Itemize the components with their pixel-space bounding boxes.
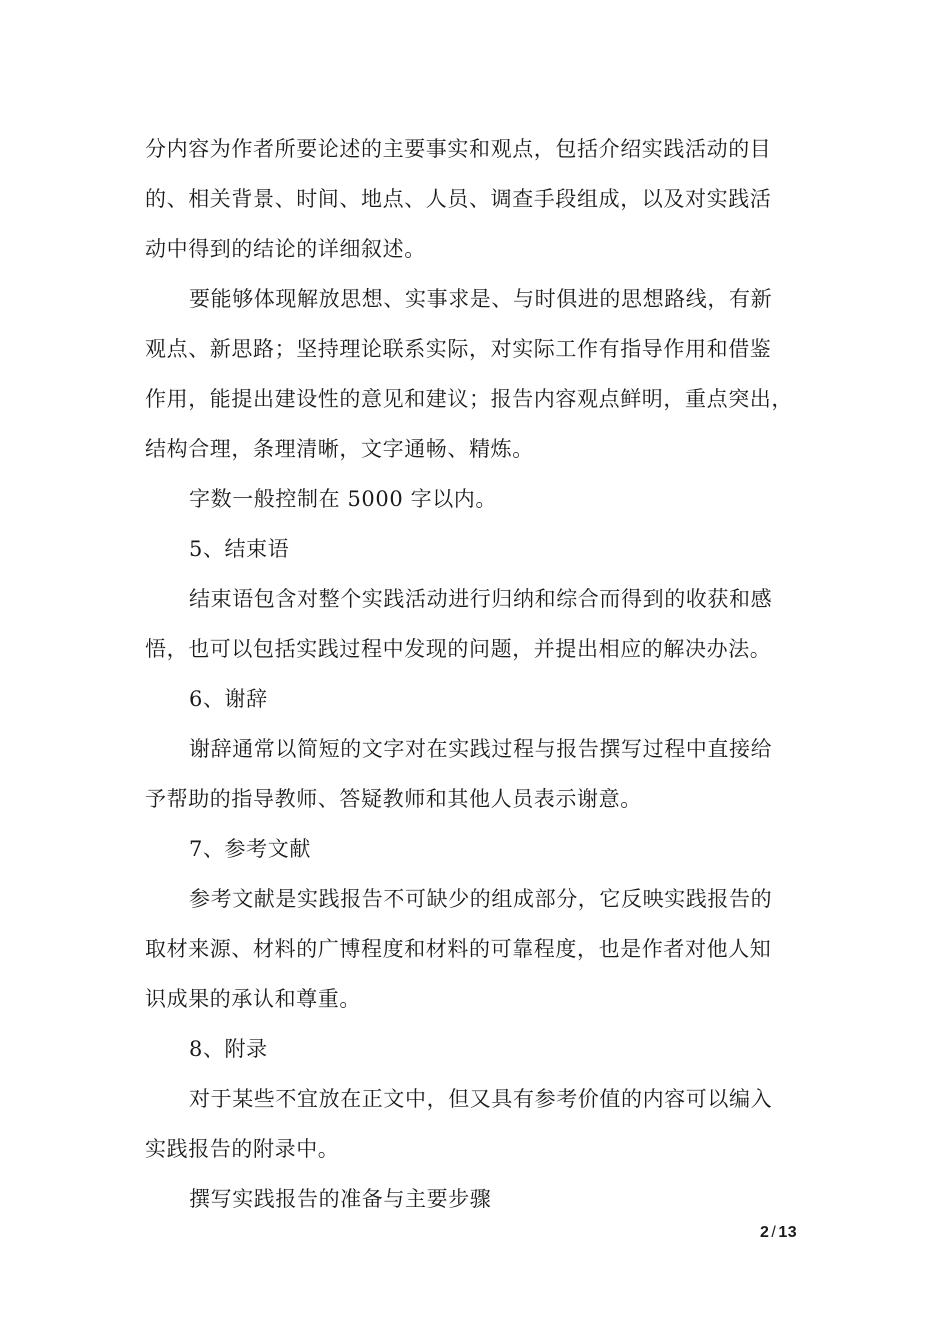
text-line: 观点、新思路；坚持理论联系实际，对实际工作有指导作用和借鉴 xyxy=(145,337,772,361)
text-line: 悟，也可以包括实践过程中发现的问题，并提出相应的解决办法。 xyxy=(145,637,772,661)
total-pages-number: 13 xyxy=(778,1224,798,1241)
page-number xyxy=(760,1224,797,1242)
text-line: 作用，能提出建设性的意见和建议；报告内容观点鲜明，重点突出， xyxy=(145,387,793,411)
section-heading: 6、谢辞 xyxy=(189,687,268,711)
text-line: 结束语包含对整个实践活动进行归纳和综合而得到的收获和感 xyxy=(189,587,773,611)
text-line: 对于某些不宜放在正文中，但又具有参考价值的内容可以编入 xyxy=(189,1087,773,1111)
text-line: 字数一般控制在 5000 字以内。 xyxy=(189,487,497,511)
text-line: 动中得到的结论的详细叙述。 xyxy=(145,237,426,261)
text-line: 实践报告的附录中。 xyxy=(145,1137,340,1161)
text-line: 分内容为作者所要论述的主要事实和观点，包括介绍实践活动的目 xyxy=(145,137,772,161)
section-heading: 5、结束语 xyxy=(189,537,290,561)
section-heading: 7、参考文献 xyxy=(189,837,311,861)
text-line: 结构合理，条理清晰，文字通畅、精炼。 xyxy=(145,437,534,461)
text-line: 的、相关背景、时间、地点、人员、调查手段组成，以及对实践活 xyxy=(145,187,772,211)
text-line: 谢辞通常以简短的文字对在实践过程与报告撰写过程中直接给 xyxy=(189,737,773,761)
text-line: 撰写实践报告的准备与主要步骤 xyxy=(189,1187,492,1211)
text-line: 要能够体现解放思想、实事求是、与时俱进的思想路线，有新 xyxy=(189,287,773,311)
current-page-number: 2 xyxy=(760,1224,770,1241)
section-heading: 8、附录 xyxy=(189,1037,268,1061)
text-line: 参考文献是实践报告不可缺少的组成部分，它反映实践报告的 xyxy=(189,887,773,911)
page-separator: / xyxy=(771,1224,777,1241)
text-line: 予帮助的指导教师、答疑教师和其他人员表示谢意。 xyxy=(145,787,642,811)
text-line: 取材来源、材料的广博程度和材料的可靠程度，也是作者对他人知 xyxy=(145,937,772,961)
text-line: 识成果的承认和尊重。 xyxy=(145,987,361,1011)
